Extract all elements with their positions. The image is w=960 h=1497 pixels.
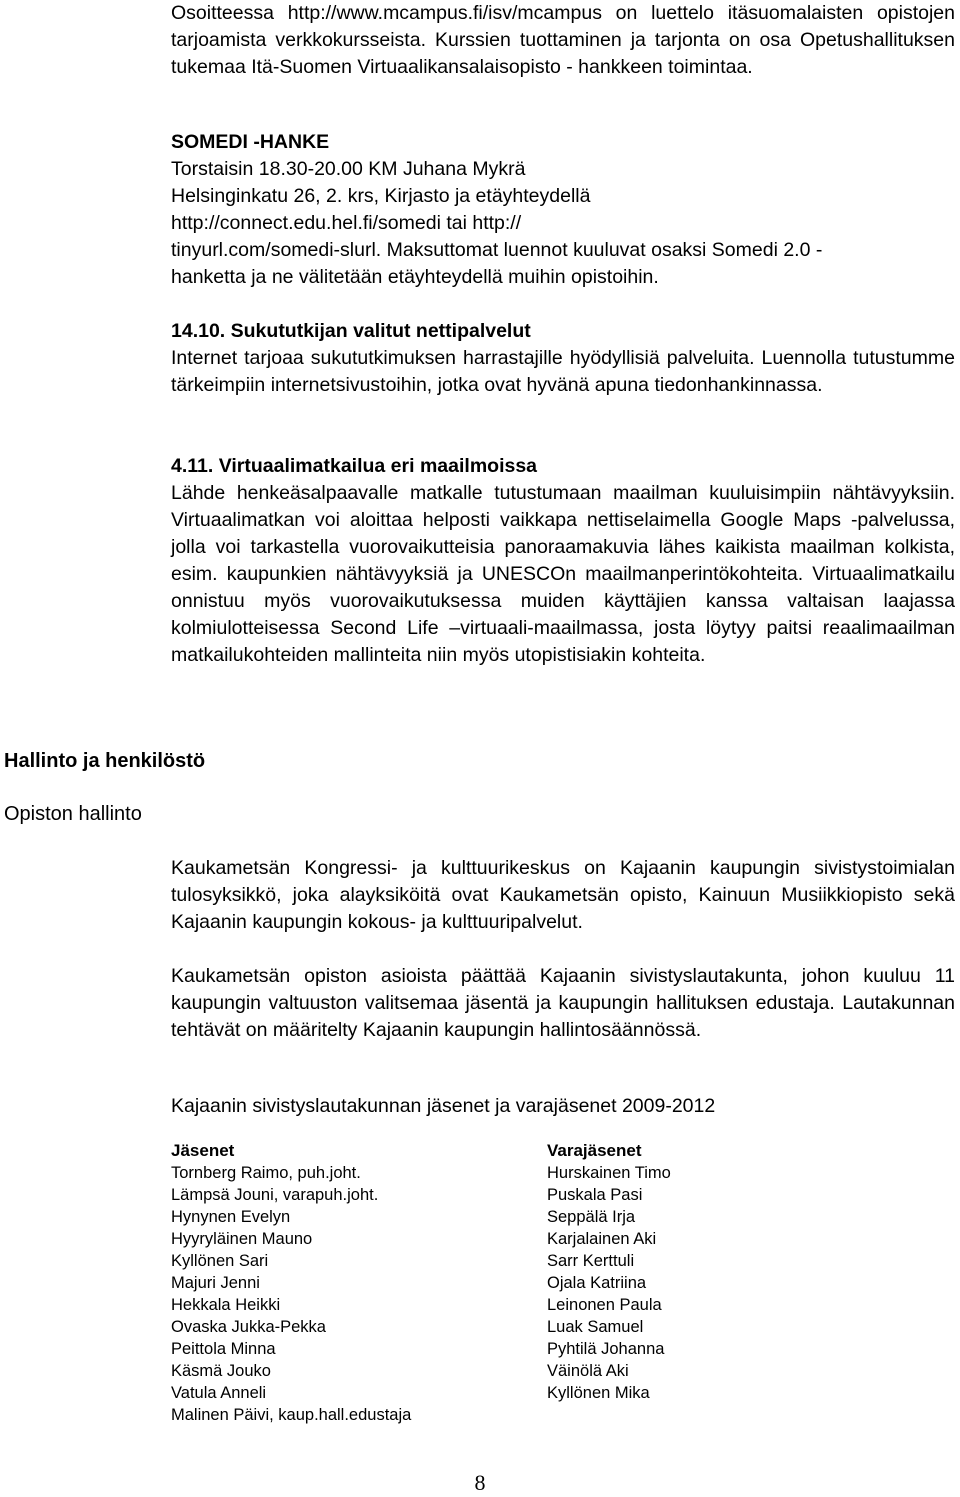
admin-paragraph: Kaukametsän opiston asioista päättää Kajaanin sivistyslautakunta, johon kuuluu 11 kaupungin valtuuston valitsemaa jäsentä ja kaupungin hallituksen edustaja. Lautakunnan tehtävät on määritelty Kajaanin kaupungin hallintosäännössä. (171, 965, 955, 1041)
admin-section-2 (171, 963, 955, 1044)
somedi-line: Helsinginkatu 26, 2. krs, Kirjasto ja etäyhteydellä (171, 185, 591, 207)
admin-paragraph: Kaukametsän Kongressi- ja kulttuurikeskus on Kajaanin kaupungin sivistystoimialan tulosyksikkö, joka alayksiköitä ovat Kaukametsän opisto, Kainuun Musiikkiopisto sekä Kajaanin kaupungin kokous- ja kulttuuripalvelut. (171, 857, 955, 933)
event-genealogy (171, 318, 955, 399)
list-item: Tornberg Raimo, puh.joht. (171, 1164, 361, 1182)
list-item: Lämpsä Jouni, varapuh.joht. (171, 1186, 379, 1204)
list-item: Seppälä Irja (547, 1208, 636, 1226)
list-item: Kyllönen Sari (171, 1252, 269, 1270)
list-item: Peittola Minna (171, 1340, 276, 1358)
board-title: Kajaanin sivistyslautakunnan jäsenet ja varajäsenet 2009-2012 (171, 1095, 716, 1117)
list-item: Hynynen Evelyn (171, 1208, 291, 1226)
event-name: Sukututkijan valitut nettipalvelut (230, 320, 531, 342)
members-list (171, 1140, 411, 1426)
somedi-line: Torstaisin 18.30-20.00 KM Juhana Mykrä (171, 158, 526, 180)
list-item: Sarr Kerttuli (547, 1252, 635, 1270)
event-name: Virtuaalimatkailua eri maailmoissa (218, 455, 538, 477)
list-item: Luak Samuel (547, 1318, 644, 1336)
event-description: Lähde henkeäsalpaavalle matkalle tutustumaan maailman kuuluisimpiin nähtävyyksiin. Virtuaalimatkan voi aloittaa helposti vaikkapa nettiselaimella Google Maps -palvelussa, jolla voi tarkastella vuorovaikutteisia panoraamakuvia lähes kaikista maailman kolkista, esim. kaupunkien nähtävyyksiä ja UNESCOn maailmanperintökohteita. Virtuaalimatkailu onnistuu myös vuorovaikutuksessa muiden käyttäjien kanssa valtaisan laajassa kolmiulotteisessa Second Life –virtuaali-maailmassa, josta löytyy paitsi reaalimaailman matkailukohteiden mallinteita niin myös utopistisiakin kohteita. (171, 482, 955, 666)
list-item: Vatula Anneli (171, 1384, 267, 1402)
somedi-line: tinyurl.com/somedi-slurl. Maksuttomat luennot kuuluvat osaksi Somedi 2.0 - (171, 239, 823, 261)
list-item: Hyyryläinen Mauno (171, 1230, 313, 1248)
list-item: Hurskainen Timo (547, 1164, 671, 1182)
members-heading: Jäsenet (171, 1141, 235, 1160)
event-date: 14.10. (171, 320, 226, 342)
board-title-section (171, 1093, 955, 1120)
list-item: Majuri Jenni (171, 1274, 260, 1292)
event-date: 4.11. (171, 455, 214, 477)
somedi-line: hanketta ja ne välitetään etäyhteydellä muihin opistoihin. (171, 266, 659, 288)
admin-section (171, 855, 955, 936)
event-title (171, 318, 955, 345)
somedi-line: http://connect.edu.hel.fi/somedi tai http:// (171, 212, 522, 234)
deputies-heading: Varajäsenet (547, 1141, 642, 1160)
list-item: Käsmä Jouko (171, 1362, 271, 1380)
list-item: Leinonen Paula (547, 1296, 662, 1314)
list-item: Ovaska Jukka-Pekka (171, 1318, 326, 1336)
event-description: Internet tarjoaa sukututkimuksen harrastajille hyödyllisiä palveluita. Luennolla tutustumme tärkeimpiin internetsivustoihin, jotka ovat hyvänä apuna tiedonhankinnassa. (171, 347, 955, 396)
list-item: Hekkala Heikki (171, 1296, 281, 1314)
list-item: Väinölä Aki (547, 1362, 629, 1380)
section-subheading: Opiston hallinto (4, 803, 142, 825)
intro-paragraph: Osoitteessa http://www.mcampus.fi/isv/mcampus on luettelo itäsuomalaisten opistojen tarjoamista verkkokursseista. Kurssien tuottaminen ja tarjonta on osa Opetushallituksen tukemaa Itä-Suomen Virtuaalikansalaisopisto - hankkeen toimintaa. (171, 2, 955, 78)
somedi-title: SOMEDI -HANKE (171, 131, 330, 153)
page-number: 8 (474, 1470, 486, 1495)
section-heading: Hallinto ja henkilöstö (4, 750, 206, 772)
intro-section (171, 0, 955, 81)
list-item: Ojala Katriina (547, 1274, 647, 1292)
event-title (171, 453, 955, 480)
event-virtual-travel (171, 453, 955, 669)
list-item: Malinen Päivi, kaup.hall.edustaja (171, 1406, 412, 1424)
list-item: Kyllönen Mika (547, 1384, 650, 1402)
list-item: Pyhtilä Johanna (547, 1340, 665, 1358)
somedi-section (171, 129, 955, 291)
list-item: Karjalainen Aki (547, 1230, 657, 1248)
deputies-list (547, 1140, 671, 1404)
list-item: Puskala Pasi (547, 1186, 643, 1204)
